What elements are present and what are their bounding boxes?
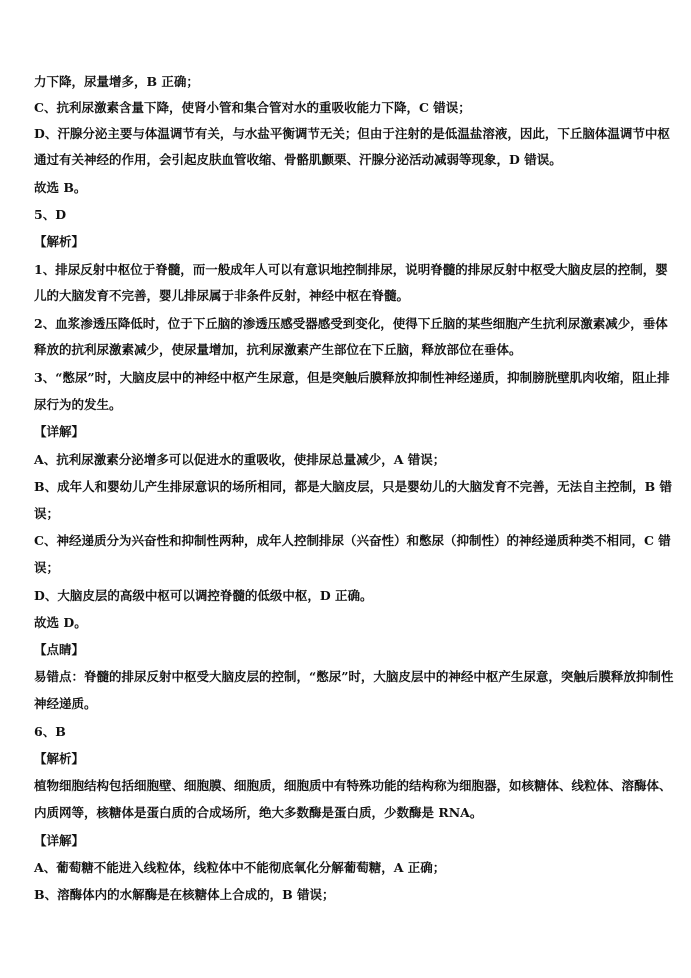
- text-line: C、神经递质分为兴奋性和抑制性两种，成年人控制排尿（兴奋性）和憋尿（抑制性）的神经递质种类不相同，C 错: [34, 533, 671, 548]
- text-line: 易错点：脊髓的排尿反射中枢受大脑皮层的控制，“憋尿”时，大脑皮层中的神经中枢产生尿意，突触后膜释放抑制性: [34, 669, 674, 684]
- text-line: B、溶酶体内的水解酶是在核糖体上合成的，B 错误；: [34, 887, 335, 902]
- text-line: 故选 B。: [34, 180, 87, 195]
- section-heading: 【解析】: [34, 751, 85, 766]
- text-line: 力下降，尿量增多，B 正确；: [34, 74, 199, 89]
- text-line: 神经递质。: [34, 696, 97, 711]
- text-line: 误；: [34, 506, 60, 521]
- section-heading: 【解析】: [34, 234, 85, 249]
- question-number: 6、B: [34, 724, 66, 739]
- text-line: D、汗腺分泌主要与体温调节有关，与水盐平衡调节无关；但由于注射的是低温盐溶液，因此，下丘脑体温调节中枢: [34, 126, 670, 141]
- section-heading: 【详解】: [34, 833, 85, 848]
- text-line: 2、血浆渗透压降低时，位于下丘脑的渗透压感受器感受到变化，使得下丘脑的某些细胞产生抗利尿激素减少，垂体: [34, 316, 668, 331]
- text-line: 1、排尿反射中枢位于脊髓，而一般成年人可以有意识地控制排尿，说明脊髓的排尿反射中枢受大脑皮层的控制，婴: [34, 262, 668, 277]
- text-line: 内质网等，核糖体是蛋白质的合成场所，绝大多数酶是蛋白质，少数酶是 RNA。: [34, 805, 483, 820]
- text-line: 3、“憋尿”时，大脑皮层中的神经中枢产生尿意，但是突触后膜释放抑制性神经递质，抑制膀胱壁肌肉收缩，阻止排: [34, 370, 670, 385]
- text-line: A、葡萄糖不能进入线粒体，线粒体中不能彻底氧化分解葡萄糖，A 正确；: [34, 860, 446, 875]
- text-line: C、抗利尿激素含量下降，使肾小管和集合管对水的重吸收能力下降，C 错误；: [34, 100, 471, 115]
- text-line: 尿行为的发生。: [34, 397, 122, 412]
- section-heading: 【详解】: [34, 424, 85, 439]
- section-heading: 【点睛】: [34, 642, 85, 657]
- text-line: 植物细胞结构包括细胞壁、细胞膜、细胞质，细胞质中有特殊功能的结构称为细胞器，如核糖体、线粒体、溶酶体、: [34, 778, 672, 793]
- text-line: 通过有关神经的作用，会引起皮肤血管收缩、骨骼肌颤栗、汗腺分泌活动减弱等现象，D 错误。: [34, 152, 562, 167]
- question-number: 5、D: [34, 207, 67, 222]
- text-line: 儿的大脑发育不完善，婴儿排尿属于非条件反射，神经中枢在脊髓。: [34, 288, 410, 303]
- text-line: D、大脑皮层的高级中枢可以调控脊髓的低级中枢，D 正确。: [34, 588, 373, 603]
- text-line: 故选 D。: [34, 615, 87, 630]
- text-line: A、抗利尿激素分泌增多可以促进水的重吸收，使排尿总量减少，A 错误；: [34, 452, 446, 467]
- text-line: 释放的抗利尿激素减少，使尿量增加，抗利尿激素产生部位在下丘脑，释放部位在垂体。: [34, 342, 522, 357]
- text-line: 误；: [34, 560, 60, 575]
- text-line: B、成年人和婴幼儿产生排尿意识的场所相同，都是大脑皮层，只是婴幼儿的大脑发育不完善，无法自主控制，B 错: [34, 479, 672, 494]
